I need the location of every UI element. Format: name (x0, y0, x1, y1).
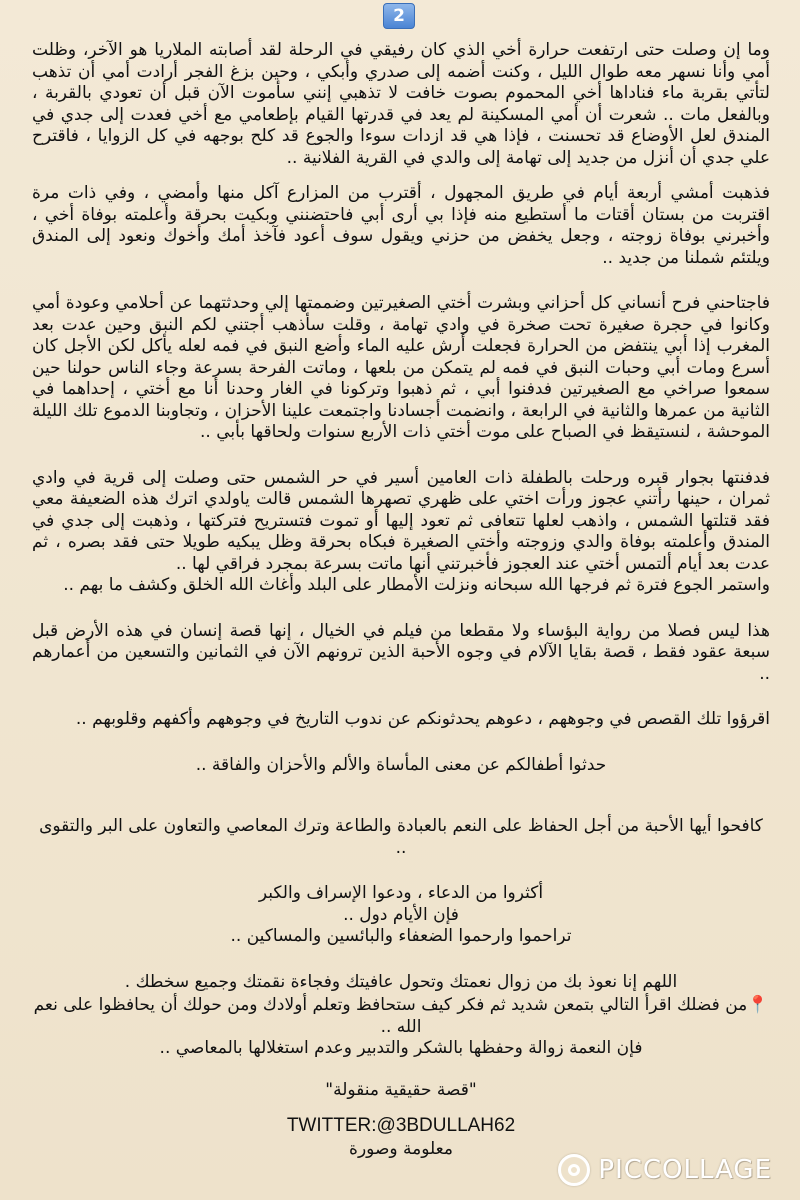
pin-icon: 📍 (747, 995, 769, 1015)
paragraph-10 (32, 995, 770, 1060)
dua-line: اللهم إنا نعوذ بك من زوال نعمتك وتحول عافيتك وفجاءة نقمتك وجميع سخطك . (124, 971, 678, 992)
page-number-badge: 2 (383, 3, 415, 29)
paragraph-7: حدثوا أطفالكم عن معنى المأساة والألم والأحزان والفاقة .. (195, 754, 607, 775)
footer-signature: معلومة وصورة (349, 1138, 453, 1159)
piccollage-logo-icon (558, 1154, 590, 1186)
source-note: "قصة حقيقية منقولة" (325, 1079, 477, 1100)
paragraph-9: أكثروا من الدعاء ، ودعوا الإسراف والكبر فإن الأيام دول .. تراحموا وارحموا الضعفاء والبائسين والمساكين .. (230, 883, 572, 946)
piccollage-watermark (558, 1154, 772, 1186)
twitter-handle: TWITTER:@3BDULLAH62 (286, 1115, 516, 1136)
paragraph-10-text: من فضلك اقرأ التالي بتمعن شديد ثم فكر كيف ستحافظ وتعلم أولادك ومن حولك أن يحافظوا على نعم الله .. فإن النعمة زوالة وحفظها بالشكر والتدبير وعدم استغلالها بالمعاصي .. (33, 995, 748, 1058)
paragraph-2: فذهبت أمشي أربعة أيام في طريق المجهول ، أقترب من المزارع آكل منها وأمضي ، وفي ذات مرة اقتربت من بستان أقتات ما أستطيع منه فإذا بي أرى أبي فاحتضنني وبكيت بحرقة وأعلمته بوفاة أخي ، وأخبرني بوفاة زوجته ، وجعل يخفض من حزني ويقول سوف أعود فآخذ أمك وأخوك ونعود إلى المندق ويلتئم شملنا من جديد .. (32, 183, 770, 268)
paragraph-4: فدفنتها بجوار قبره ورحلت بالطفلة ذات العامين أسير في حر الشمس حتى وصلت إلى قرية في وادي ثمران ، حينها رأتني عجوز ورأت اختي على ظهري تصهرها الشمس قالت ياولدي اترك هذه الضعيفة معي فقد قتلتها الشمس ، واذهب لعلها تتعافى ثم تعود إليها أو تموت فتستريح فتركتها ، وذهبت إلى جدي في المندق وأعلمته بوفاة والدي وزوجته وأختي الصغيرة فبكاه بحرقة وظل يبكيه طويلا حتى فقد بصره ، ثم عدت بعد أيام ألتمس أختي عند العجوز فأخبرتني أنها ماتت بسرعة بمجرد فراقي لها .. واستمر الجوع فترة ثم فرجها الله سبحانه ونزلت الأمطار على البلد وأغاث الله الخلق وكشف ما بهم .. (32, 467, 770, 595)
paragraph-6: اقرؤوا تلك القصص في وجوههم ، دعوهم يحدثونكم عن ندوب التاريخ في وجوههم وأكفهم وقلوبهم .. (75, 709, 770, 729)
paragraph-1: وما إن وصلت حتى ارتفعت حرارة أخي الذي كان رفيقي في الرحلة لقد أصابته الملاريا هو الآخر، وظلت أمي وأنا نسهر معه طوال الليل ، وكنت أضمه إلى صدري وأبكي ، وحين بزغ الفجر أرادت أمي أن تذهب لتأتي بقربة ماء فناداها أخي المحموم بصوت خافت لا تذهبي إنني سأموت الآن قبل أن تعودي بالقربة ، وبالفعل مات .. شعرت أن أمي المسكينة لم يعد في قدرتها القيام بإطعامي مع أخي فعدت إلى جدي في المندق لعل الأوضاع قد تحسنت ، فإذا هي قد ازدات سوءا والجوع قد كلح بوجهه في كل الزوايا ، فاقترح علي جدي أن أنزل من جديد إلى تهامة إلى والدي في القرية الفلانية .. (32, 40, 770, 168)
paragraph-5: هذا ليس فصلا من رواية البؤساء ولا مقطعا من فيلم في الخيال ، إنها قصة إنسان في هذه الأرض قبل سبعة عقود فقط ، قصة بقايا الآلام في وجوه الأحبة الذين ترونهم الآن في الثمانين والتسعين من أعمارهم .. (32, 620, 770, 684)
story-text (32, 40, 770, 1174)
piccollage-text: PICCOLLAGE (598, 1155, 772, 1185)
paragraph-8: كافحوا أيها الأحبة من أجل الحفاظ على النعم بالعبادة والطاعة وترك المعاصي والتعاون على البر والتقوى .. (39, 816, 763, 858)
paragraph-3: فاجتاحني فرح أنساني كل أحزاني وبشرت أختي الصغيرتين وضممتها إلي وحدثتهما عن أحلامي وعودة أمي وكانوا في حجرة صغيرة تحت صخرة في وادي تهامة ، وقلت سأذهب أجتني لكم النبق وحين عدت بعد المغرب إذا أبي ينتفض من الحرارة فجعلت أرش عليه الماء وأضع النبق في فمه لعله يأكل لكن الأجل كان أسرع ومات أبي وحبات النبق في فمه لم يتمكن من بلعها ، وماتت الفرحة بسرعة وجاء الناس حولنا حين سمعوا صراخي مع الصغيرتين فدفنوا أبي ، ثم ذهبوا وتركونا في الغار وحدنا أنا مع أختي ، إحداهما في الثانية من عمرها والثانية في الرابعة ، وانضمت أجسادنا واجتمعت علينا الأحزان ، وتجاوبنا الدموع تلك الليلة الموحشة ، لنستيقظ في الصباح على موت أختي ذات الأربع سنوات ولحاقها بأبي .. (32, 293, 770, 442)
